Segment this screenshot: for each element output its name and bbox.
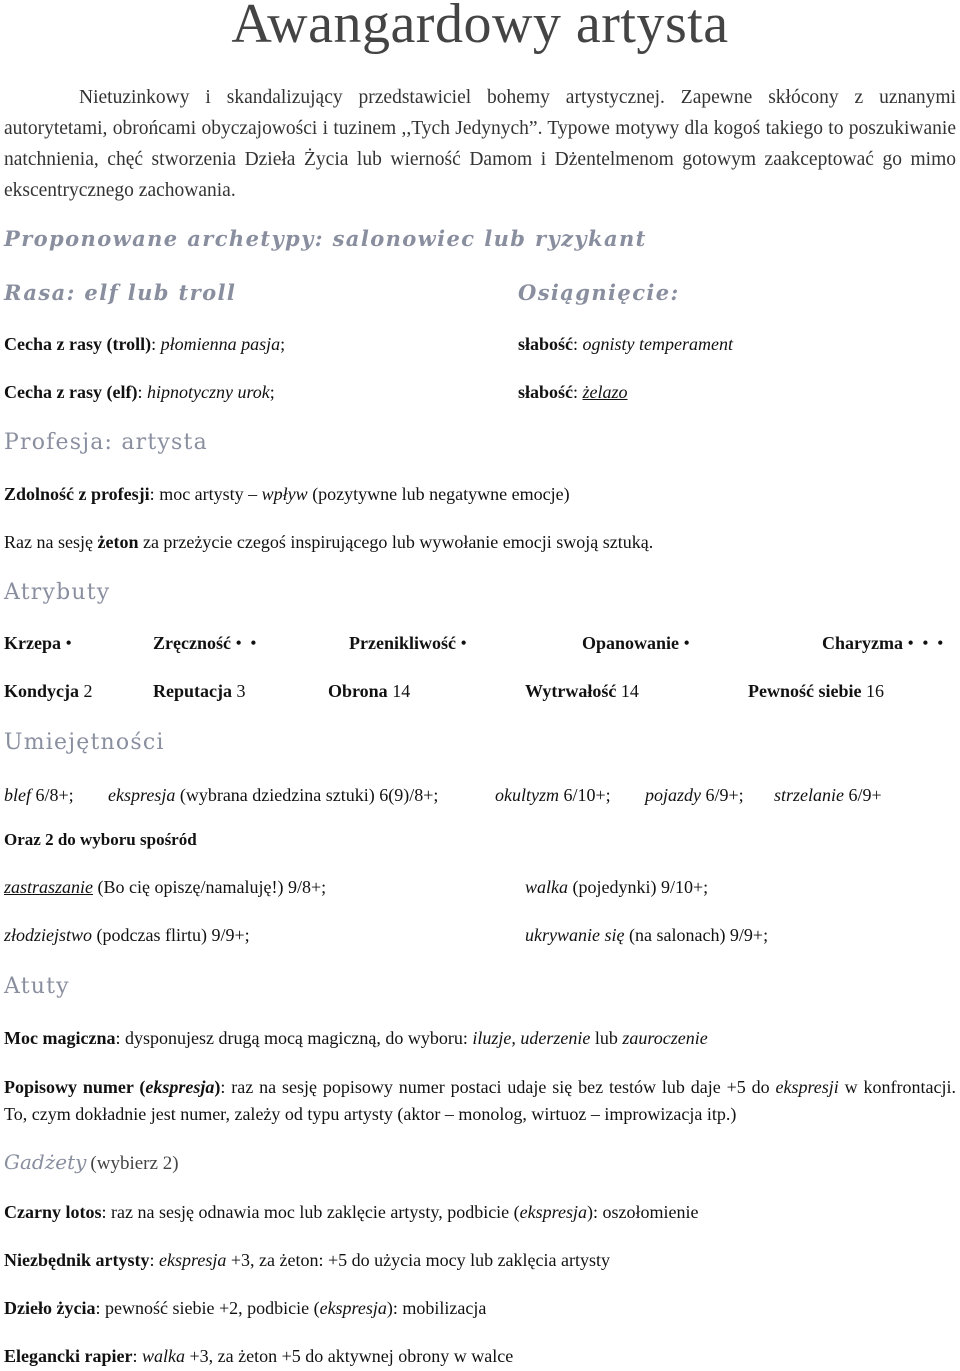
race-trait-elf: Cecha z rasy (elf): hipnotyczny urok; xyxy=(4,382,275,402)
attribute-krzepa xyxy=(4,633,74,654)
skill-name: okultyzm xyxy=(495,785,559,805)
archetypes-heading: Proponowane archetypy: salonowiec lub ryzykant xyxy=(4,226,647,251)
skill-strzelanie xyxy=(774,785,882,806)
derived-name: Kondycja xyxy=(4,681,80,701)
gadget-text: : xyxy=(149,1250,155,1270)
gadgets-heading-row xyxy=(4,1150,179,1175)
weakness-label: słabość xyxy=(518,334,574,354)
profession-ability-dash: – xyxy=(248,484,258,504)
feat-magic-text: : dysponujesz drugą mocą magiczną, do wyboru: xyxy=(115,1028,468,1048)
gadget-text-end: ): mobilizacja xyxy=(386,1298,487,1318)
gadget-niezbednik xyxy=(4,1250,610,1271)
gadgets-note: (wybierz 2) xyxy=(90,1153,179,1174)
gadget-name: Elegancki rapier xyxy=(4,1346,133,1366)
feat-magic-opt2: uderzenie xyxy=(520,1028,591,1048)
skill-option-name: ukrywanie się xyxy=(525,925,625,945)
skill-ekspresja xyxy=(108,785,438,806)
feat-show xyxy=(4,1074,956,1128)
attribute-name: Opanowanie xyxy=(582,633,680,653)
feat-magic-opt3: zauroczenie xyxy=(622,1028,708,1048)
race-trait-troll-label: Cecha z rasy (troll) xyxy=(4,334,152,354)
weakness-1-value: ognisty temperament xyxy=(582,334,733,354)
weakness-1: słabość: ognisty temperament xyxy=(518,334,733,354)
achievement-heading: Osiągnięcie: xyxy=(518,280,680,305)
attribute-dots: • • • xyxy=(907,633,946,653)
derived-value: 2 xyxy=(83,681,93,701)
gadget-italic: walka xyxy=(142,1346,186,1366)
gadget-italic: ekspresja xyxy=(159,1250,227,1270)
attribute-name: Przenikliwość xyxy=(349,633,456,653)
profession-ability-label: Zdolność z profesji xyxy=(4,484,150,504)
skill-option-rest: (podczas flirtu) 9/9+; xyxy=(96,925,250,945)
skill-name: pojazdy xyxy=(645,785,701,805)
intro-paragraph: Nietuzinkowy i skandalizujący przedstawiciel bohemy artystycznej. Zapewne skłócony z uznanymi autorytetami, obrońcami obyczajowości i tuzinem ,,Tych Jedynych”. Typowe motywy dla kogoś takiego to poszukiwanie natchnienia, chęć stworzenia Dzieła Życia lub wierność Damom i Dżentelmenom gotowym zaakceptować go mimo ekscentrycznego zachowania. xyxy=(4,87,956,201)
skill-option-ukrywanie xyxy=(525,925,768,946)
skill-name: blef xyxy=(4,785,31,805)
feat-show-label: Popisowy numer ( xyxy=(4,1077,146,1097)
skill-option-rest: (na salonach) 9/9+; xyxy=(628,925,769,945)
gadget-italic: ekspresja xyxy=(319,1298,387,1318)
derived-pewnosc-siebie xyxy=(748,681,884,702)
skill-option-walka xyxy=(525,877,708,898)
skill-value: 6/9+ xyxy=(848,785,882,805)
gadget-text: : pewność siebie +2, podbicie ( xyxy=(95,1298,320,1318)
derived-kondycja xyxy=(4,681,93,702)
skill-blef xyxy=(4,785,74,806)
gadget-text-end: ): oszołomienie xyxy=(587,1202,699,1222)
derived-name: Wytrwałość xyxy=(525,681,617,701)
feat-magic-or: lub xyxy=(594,1028,618,1048)
gadget-dzielo-zycia xyxy=(4,1298,486,1319)
attribute-przenikliwosc xyxy=(349,633,469,654)
profession-heading: Profesja: artysta xyxy=(4,430,208,455)
page-title: Awangardowy artysta xyxy=(231,0,729,55)
attribute-name: Charyzma xyxy=(822,633,903,653)
weakness-2: słabość: żelazo xyxy=(518,382,628,402)
derived-wytrwalosc xyxy=(525,681,639,702)
derived-value: 14 xyxy=(392,681,411,701)
feat-show-text-1: : raz na sesję popisowy numer postaci udaje się bez testów lub daje +5 do xyxy=(220,1077,770,1097)
gadget-italic: ekspresja xyxy=(519,1202,587,1222)
feat-show-label-italic: ekspresja xyxy=(145,1077,215,1097)
skill-name: ekspresja xyxy=(108,785,176,805)
attribute-charyzma xyxy=(822,633,945,654)
feat-magic-opt1: iluzje, xyxy=(472,1028,516,1048)
attribute-dots: • • xyxy=(235,633,259,653)
skill-pojazdy xyxy=(645,785,744,806)
gadget-name: Czarny lotos xyxy=(4,1202,102,1222)
feat-show-label-end: ) xyxy=(214,1077,221,1097)
skill-option-name: złodziejstwo xyxy=(4,925,93,945)
attribute-dots: • xyxy=(683,633,692,653)
profession-token xyxy=(4,532,653,553)
attributes-heading: Atrybuty xyxy=(4,580,111,605)
derived-value: 16 xyxy=(865,681,884,701)
feat-magic xyxy=(4,1028,708,1049)
skill-okultyzm xyxy=(495,785,611,806)
gadget-elegancki-rapier xyxy=(4,1346,513,1367)
attribute-opanowanie xyxy=(582,633,692,654)
skill-value: 6(9)/8+; xyxy=(379,785,439,805)
skills-heading: Umiejętności xyxy=(4,730,165,755)
skill-name: strzelanie xyxy=(774,785,844,805)
feat-show-text-2: w konfrontacji. To, czym dokładnie jest numer, zależy od typu artysty (aktor – monolog, wirtuoz – improwizacja itp.) xyxy=(4,1077,957,1124)
race-trait-elf-label: Cecha z rasy (elf) xyxy=(4,382,138,402)
weakness-2-value: żelazo xyxy=(582,382,628,402)
gadget-text: : xyxy=(132,1346,138,1366)
race-heading: Rasa: elf lub troll xyxy=(4,280,237,305)
race-trait-troll-value: płomienna pasja xyxy=(160,334,281,354)
skill-option-name: walka xyxy=(525,877,568,897)
race-trait-troll: Cecha z rasy (troll): płomienna pasja; xyxy=(4,334,286,354)
attribute-name: Zręczność xyxy=(153,633,231,653)
token-pre: Raz na sesję xyxy=(4,532,93,552)
feats-heading: Atuty xyxy=(4,974,70,999)
skill-option-rest: (Bo cię opiszę/namaluję!) 9/8+; xyxy=(97,877,327,897)
attribute-dots: • xyxy=(460,633,469,653)
derived-name: Obrona xyxy=(328,681,388,701)
skill-option-zastraszanie xyxy=(4,877,326,898)
derived-reputacja xyxy=(153,681,246,702)
profession-ability-text: moc artysty xyxy=(159,484,244,504)
attribute-name: Krzepa xyxy=(4,633,61,653)
weakness-label: słabość xyxy=(518,382,574,402)
gadget-czarny-lotos xyxy=(4,1202,698,1223)
skill-option-zlodziejstwo xyxy=(4,925,250,946)
gadget-name: Dzieło życia xyxy=(4,1298,96,1318)
race-trait-elf-value: hipnotyczny urok xyxy=(146,382,270,402)
gadget-text-end: +3, za żeton +5 do aktywnej obrony w walce xyxy=(189,1346,514,1366)
derived-obrona xyxy=(328,681,410,702)
profession-ability-note: (pozytywne lub negatywne emocje) xyxy=(312,484,570,504)
skills-choose-label: Oraz 2 do wyboru spośród xyxy=(4,830,197,849)
skill-option-name: zastraszanie xyxy=(4,877,94,897)
derived-value: 14 xyxy=(620,681,639,701)
token-bold: żeton xyxy=(97,532,139,552)
derived-name: Pewność siebie xyxy=(748,681,862,701)
profession-ability: Zdolność z profesji: moc artysty – wpływ (pozytywne lub negatywne emocje) xyxy=(4,484,570,504)
skill-value: 6/9+; xyxy=(705,785,744,805)
skill-value: 6/10+; xyxy=(563,785,611,805)
gadget-text: : raz na sesję odnawia moc lub zaklęcie artysty, podbicie ( xyxy=(101,1202,520,1222)
attribute-zrecznosc xyxy=(153,633,259,654)
derived-value: 3 xyxy=(236,681,246,701)
skill-note: (wybrana dziedzina sztuki) xyxy=(179,785,375,805)
gadget-name: Niezbędnik artysty xyxy=(4,1250,150,1270)
feat-magic-label: Moc magiczna xyxy=(4,1028,116,1048)
skill-option-rest: (pojedynki) 9/10+; xyxy=(572,877,709,897)
feat-show-text-italic: ekspresji xyxy=(775,1077,839,1097)
gadgets-heading: Gadżety xyxy=(4,1150,87,1174)
skill-value: 6/8+; xyxy=(35,785,74,805)
token-post: za przeżycie czegoś inspirującego lub wywołanie emocji swoją sztuką. xyxy=(142,532,654,552)
attribute-dots: • xyxy=(65,633,74,653)
profession-ability-italic: wpływ xyxy=(261,484,308,504)
gadget-text-end: +3, za żeton: +5 do użycia mocy lub zaklęcia artysty xyxy=(230,1250,611,1270)
derived-name: Reputacja xyxy=(153,681,232,701)
